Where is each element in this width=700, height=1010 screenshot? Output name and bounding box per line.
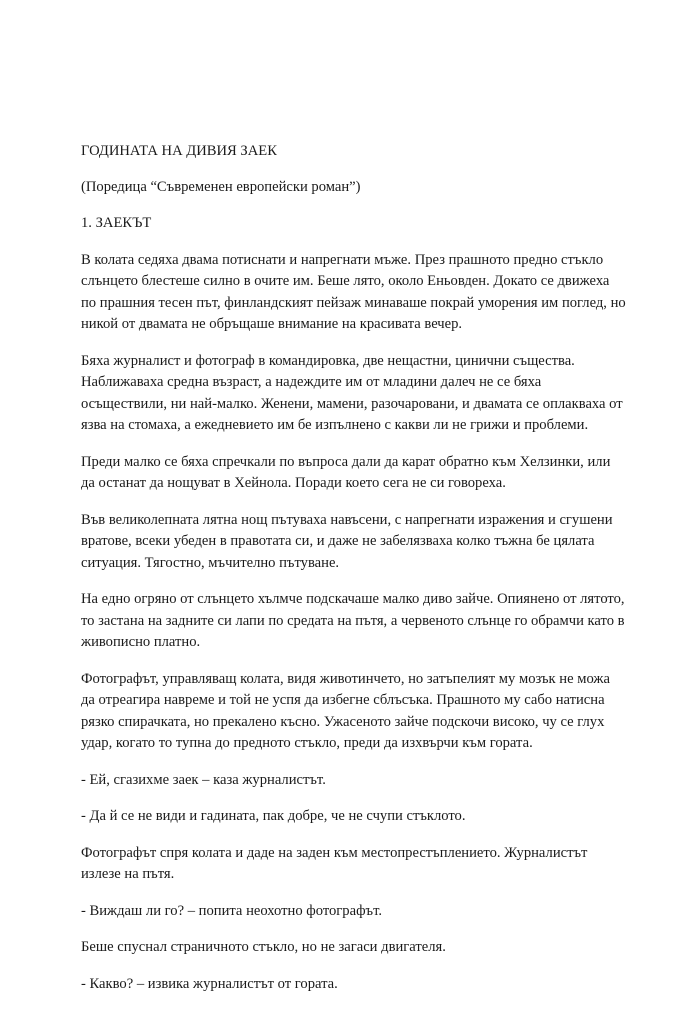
dialogue-line: - Да й се не види и гадината, пак добре, че не счупи стъклото. [81,808,466,824]
body-paragraph: Във великолепната лятна нощ пътуваха навъсени, с напрегнати изражения и сгушени вратове, всеки убеден в правотата си, и даже не забелязваха колко тъжна бе цялата ситуация. Тягостно, мъчително пътуване. [81,511,613,571]
dialogue-line: - Какво? – извика журналистът от гората. [81,975,338,992]
body-paragraph: На едно огряно от слънцето хълмче подскачаше малко диво зайче. Опиянено от лятото, то застана на задните си лапи по средата на пътя, а червеното слънце го обрамчи като в живописно платно. [81,591,625,650]
series-subtitle: (Поредица “Съвременен европейски роман”) [81,178,361,195]
dialogue-line: - Ей, сгазихме заек – каза журналистът. [81,771,326,788]
dialogue-line: - Виждаш ли го? – попита неохотно фотографът. [81,902,382,919]
body-paragraph: Бяха журналист и фотограф в командировка, две нещастни, цинични същества. Наближаваха средна възраст, а надеждите им от младини далеч не се бяха осъществили, ни най-малко. Женени, мамени, разочаровани, и двамата се оплакваха от язва на стомаха, а ежедневието им бе изпълнено с какви ли не грижи и проблеми. [81,352,623,433]
chapter-heading: 1. ЗАЕКЪТ [81,215,152,231]
body-paragraph: Беше спуснал страничното стъкло, но не загаси двигателя. [81,939,446,955]
body-paragraph: Фотографът спря колата и даде на заден към местопрестъплението. Журналистът излезе на пътя. [81,844,588,882]
document-page [81,141,626,1010]
body-paragraph: Преди малко се бяха спречкали по въпроса дали да карат обратно към Хелзинки, или да останат да нощуват в Хейнола. Поради което сега не си говореха. [81,453,611,491]
body-paragraph: Фотографът, управляващ колата, видя животинчето, но затъпелият му мозък не можа да отреагира навреме и той не успя да избегне сблъсъка. Прашното му сабо натисна рязко спирачката, но прекалено късно. Ужасеното зайче подскочи високо, чу се глух удар, когато то тупна до предното стъкло, преди да изхвърчи към гората. [81,670,610,751]
body-paragraph: В колата седяха двама потиснати и напрегнати мъже. През прашното предно стъкло слънцето блестеше силно в очите им. Беше лято, около Еньовден. Докато се движеха по прашния тесен път, финландският пейзаж минаваше покрай уморения им поглед, но никой от двамата не обръщаше внимание на красивата вечер. [81,251,626,332]
book-title: ГОДИНАТА НА ДИВИЯ ЗАЕК [81,143,277,159]
